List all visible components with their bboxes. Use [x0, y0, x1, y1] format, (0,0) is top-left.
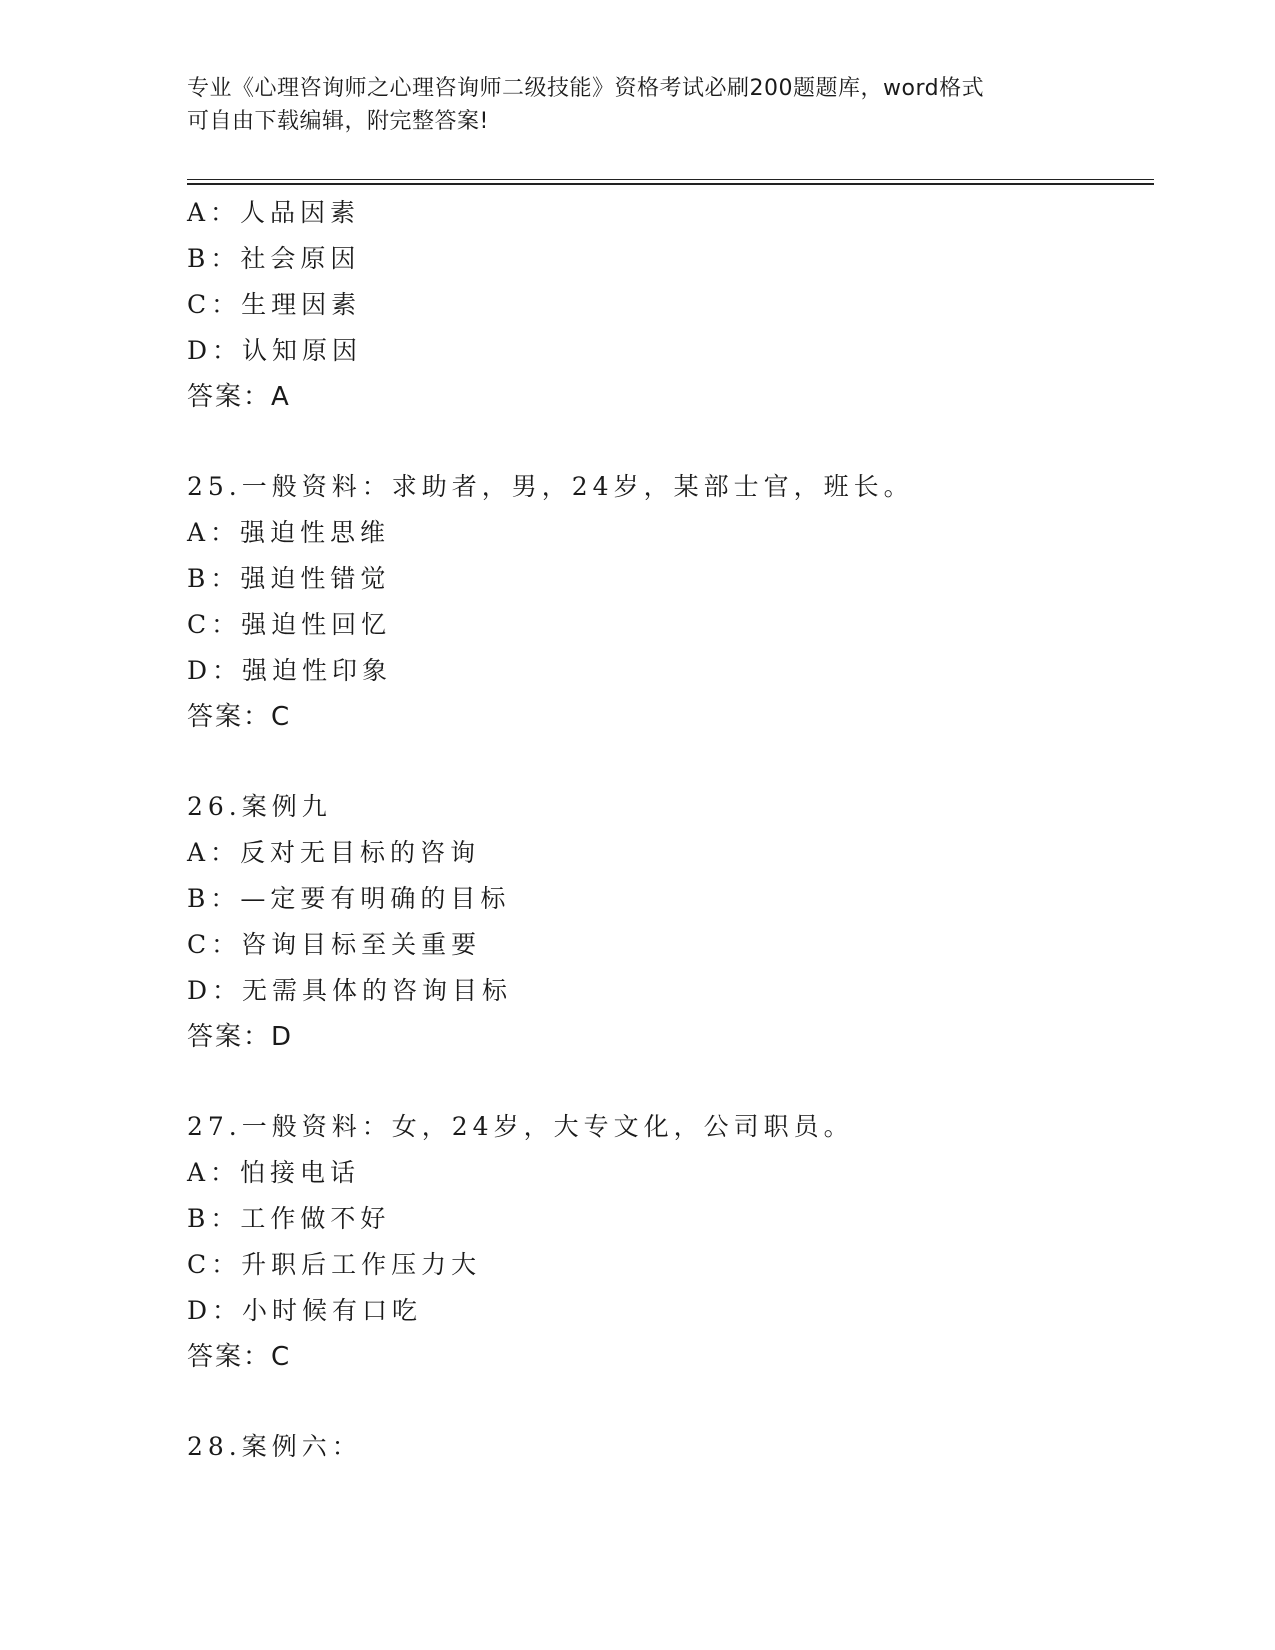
option-b: B：—定要有明确的目标 [187, 884, 511, 913]
option-d: D：小时候有口吃 [187, 1296, 423, 1325]
option-a: A：人品因素 [187, 198, 361, 227]
option-b: B：强迫性错觉 [187, 564, 391, 593]
option-a: A：反对无目标的咨询 [187, 838, 481, 867]
question-block-24 [187, 190, 1147, 420]
option-c: C：强迫性回忆 [187, 610, 392, 639]
question-block-25 [187, 464, 1147, 740]
question-block-26 [187, 784, 1147, 1060]
header-divider-thin [187, 179, 1154, 180]
option-d: D：认知原因 [187, 336, 363, 365]
answer: 答案：C [187, 702, 292, 732]
question-stem: 25.一般资料：求助者，男，24岁，某部士官，班长。 [187, 472, 914, 501]
option-a: A：强迫性思维 [187, 518, 391, 547]
option-b: B：工作做不好 [187, 1204, 391, 1233]
option-c: C：升职后工作压力大 [187, 1250, 482, 1279]
question-block-27 [187, 1104, 1147, 1380]
header-line-2: 可自由下载编辑，附完整答案! [187, 109, 489, 134]
option-d: D：无需具体的咨询目标 [187, 976, 513, 1005]
option-a: A：怕接电话 [187, 1158, 361, 1187]
question-stem: 27.一般资料：女，24岁，大专文化，公司职员。 [187, 1112, 854, 1141]
answer: 答案：D [187, 1022, 294, 1052]
option-b: B：社会原因 [187, 244, 361, 273]
header-line-1: 专业《心理咨询师之心理咨询师二级技能》资格考试必刷200题题库，word格式 [187, 76, 985, 101]
option-c: C：咨询目标至关重要 [187, 930, 482, 959]
option-c: C：生理因素 [187, 290, 362, 319]
option-d: D：强迫性印象 [187, 656, 393, 685]
answer: 答案：C [187, 1342, 292, 1372]
question-stem: 26.案例九 [187, 792, 332, 821]
question-list [187, 190, 1147, 1470]
question-stem: 28.案例六： [187, 1432, 362, 1461]
question-block-28 [187, 1424, 1147, 1470]
document-header [187, 72, 1067, 138]
header-divider-thick [187, 183, 1154, 185]
answer: 答案：A [187, 382, 291, 412]
